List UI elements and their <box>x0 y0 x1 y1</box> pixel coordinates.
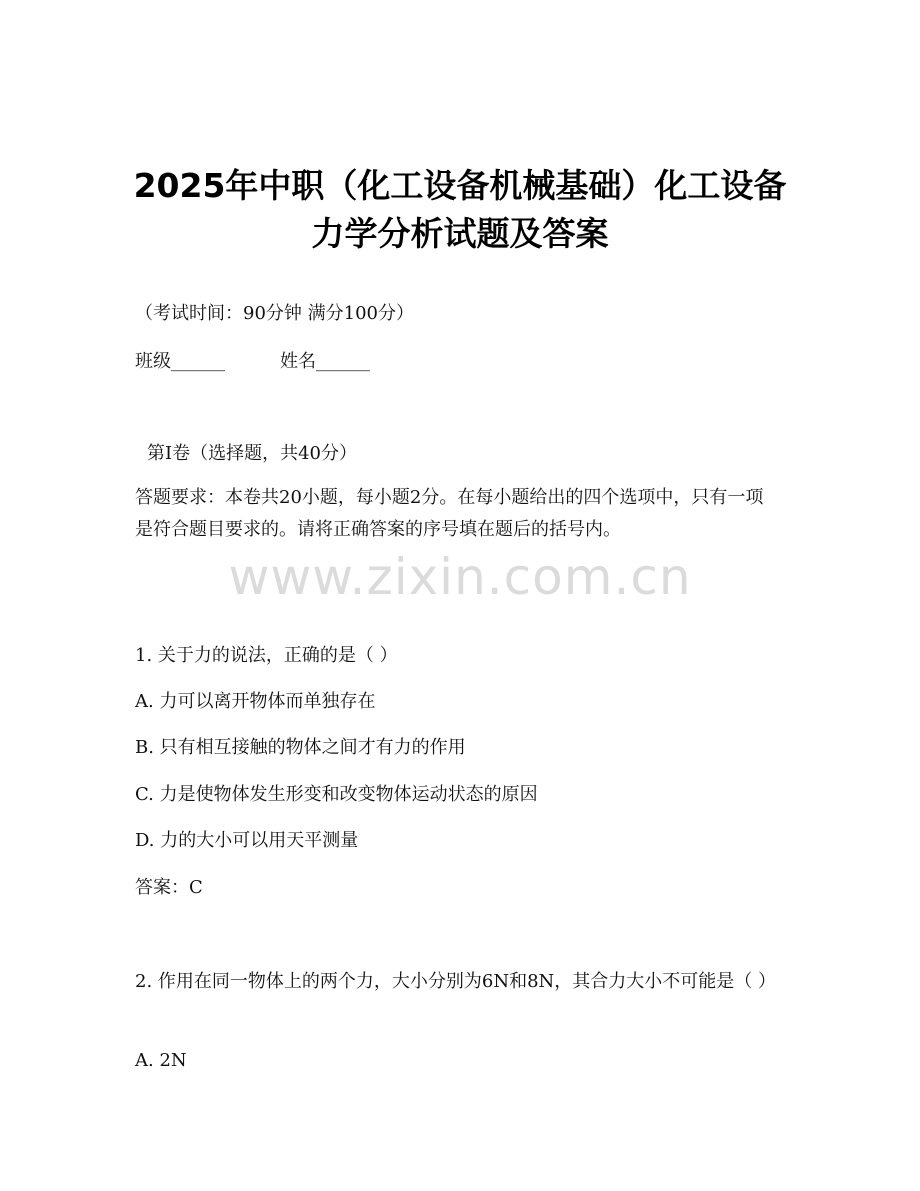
question-1-stem: 1. 关于力的说法，正确的是（ ） <box>135 645 398 666</box>
question-2-option-a: A. 2N <box>135 1050 187 1071</box>
question-1-option-c: C. 力是使物体发生形变和改变物体运动状态的原因 <box>135 784 538 805</box>
question-1-answer: 答案：C <box>135 877 203 898</box>
class-field: 班级______ <box>135 351 225 372</box>
instructions: 答题要求：本卷共20小题，每小题2分。在每小题给出的四个选项中，只有一项是符合题目要求的。请将正确答案的序号填在题后的括号内。 <box>135 487 764 540</box>
question-1-option-d: D. 力的大小可以用天平测量 <box>135 830 359 851</box>
question-1-option-b: B. 只有相互接触的物体之间才有力的作用 <box>135 737 466 758</box>
name-field: 姓名______ <box>280 351 370 372</box>
section-title: 第I卷（选择题，共40分） <box>147 443 358 464</box>
watermark: www.zixin.com.cn <box>228 548 692 606</box>
document-title-line-2: 力学分析试题及答案 <box>311 214 609 253</box>
question-2-stem: 2. 作用在同一物体上的两个力，大小分别为6N和8N，其合力大小不可能是（ ） <box>135 971 777 992</box>
exam-info: （考试时间：90分钟 满分100分） <box>135 303 414 324</box>
student-fields <box>135 350 370 374</box>
question-1-option-a: A. 力可以离开物体而单独存在 <box>135 691 376 712</box>
document-title-line-1: 2025年中职（化工设备机械基础）化工设备 <box>133 166 787 205</box>
